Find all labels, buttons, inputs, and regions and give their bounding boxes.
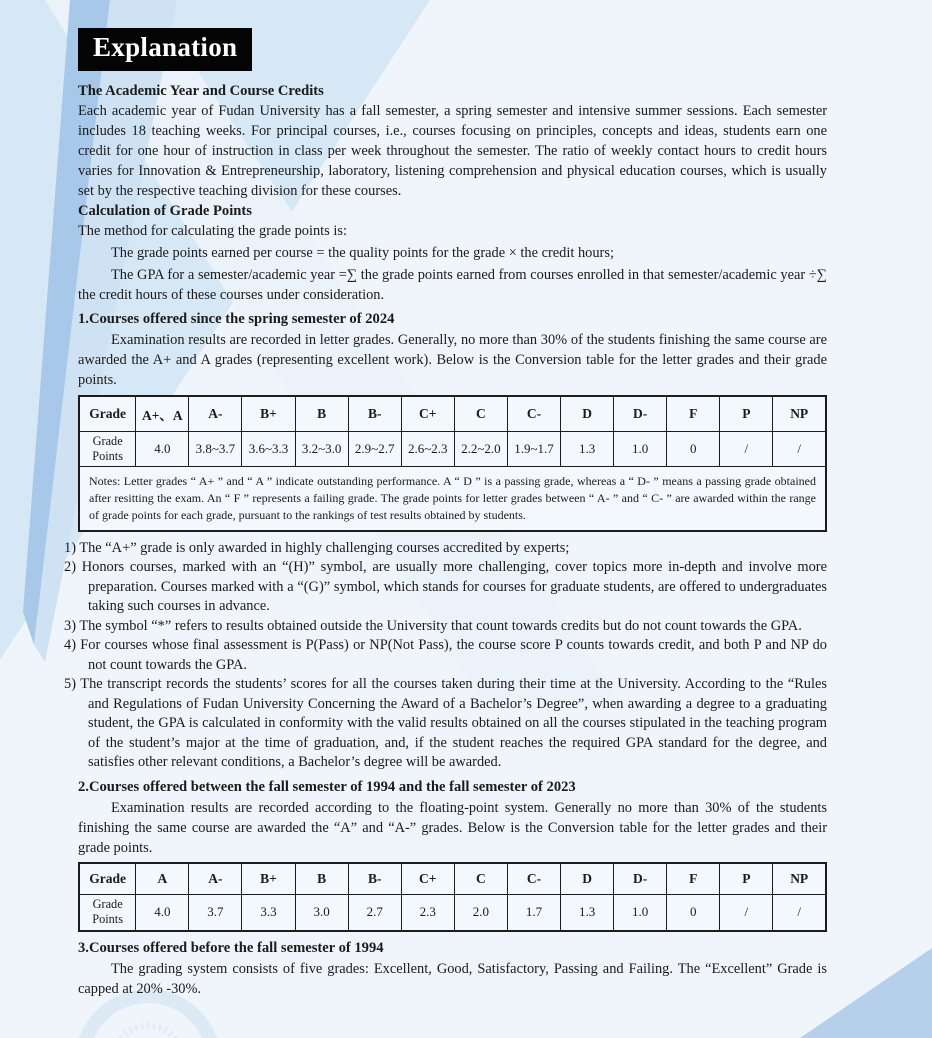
paragraph-academic-year: Each academic year of Fudan University has a fall semester, a spring semester and intensive summer sessions. Each semester includes 18 teaching weeks. For principal courses, i.e., courses focusing on principles, concepts and ideas, students earn one credit for one hour of instruction in class per week throughout the semester. The ratio of weekly contact hours to credit hours varies for Innovation & Entrepreneurship, laboratory, listening comprehension and physical education courses, which is usually set by the respective teaching division for these courses.	[78, 102, 827, 199]
points-label-cell: Grade Points	[79, 431, 136, 467]
grade-points-cell: 4.0	[136, 894, 189, 930]
grade-header-cell: D-	[614, 863, 667, 895]
grade-points-cell: 2.2~2.0	[454, 431, 507, 467]
grade-header-cell: C-	[507, 396, 560, 432]
formula-gpa: The GPA for a semester/academic year =∑ the grade points earned from courses enrolled in that semester/academic year ÷∑ the credit hours of these courses under consideration.	[78, 266, 827, 303]
grade-header-cell: NP	[773, 396, 826, 432]
grade-points-cell: /	[773, 894, 826, 930]
grade-header-cell: A-	[189, 863, 242, 895]
heading-before-1994: 3.Courses offered before the fall semester of 1994	[78, 939, 384, 956]
grade-points-cell: 4.0	[136, 431, 189, 467]
grade-header-cell: B	[295, 863, 348, 895]
heading-since-2024: 1.Courses offered since the spring semester of 2024	[78, 310, 395, 327]
list-item: 1) The “A+” grade is only awarded in highly challenging courses accredited by experts;	[64, 539, 570, 556]
grade-points-cell: 2.9~2.7	[348, 431, 401, 467]
list-item: 3) The symbol “*” refers to results obtained outside the University that count towards credits but do not count towards the GPA.	[64, 617, 802, 634]
table-points-row	[79, 431, 826, 467]
grade-points-cell: 2.0	[454, 894, 507, 930]
table-notes: Notes: Letter grades “ A+ ” and “ A ” indicate outstanding performance. A “ D ” is a passing grade, whereas a “ D- ” means a passing grade obtained after resitting the exam. An “ F ” represents a failing grade. The grade points for letter grades between “ A- ” and “ C- ” are awarded within the range of grade points for each grade, pursuant to the rankings of test results obtained by students.	[79, 467, 826, 531]
grade-points-cell: 0	[667, 431, 720, 467]
grade-points-cell: 2.3	[401, 894, 454, 930]
grade-label-cell: Grade	[79, 863, 136, 895]
grade-points-cell: 2.7	[348, 894, 401, 930]
conversion-table-2024	[78, 395, 827, 532]
grade-label-cell: Grade	[79, 396, 136, 432]
grade-points-cell: 2.6~2.3	[401, 431, 454, 467]
grade-points-cell: 1.0	[614, 431, 667, 467]
table-header-row	[79, 863, 826, 895]
grade-points-cell: 1.7	[507, 894, 560, 930]
grade-points-cell: 1.3	[561, 894, 614, 930]
page-title: Explanation	[78, 28, 252, 71]
paragraph-since-2024-intro: Examination results are recorded in letter grades. Generally, no more than 30% of the students finishing the same course are awarded the A+ and A grades (representing excellent work). Below is the Conversion table for the letter grades and their grade points.	[78, 331, 827, 388]
paragraph-before-1994: The grading system consists of five grades: Excellent, Good, Satisfactory, Passing and Failing. The “Excellent” Grade is capped at 20% -30%.	[78, 960, 827, 997]
table-header-row	[79, 396, 826, 432]
grade-points-cell: 3.2~3.0	[295, 431, 348, 467]
grade-header-cell: B+	[242, 396, 295, 432]
table-notes-row	[79, 467, 826, 531]
grade-header-cell: F	[667, 396, 720, 432]
grade-header-cell: A-	[189, 396, 242, 432]
grade-header-cell: C-	[507, 863, 560, 895]
list-item: 5) The transcript records the students’ scores for all the courses taken during their time at the University. According to the “Rules and Regulations of Fudan University Concerning the Award of a Bachelor’s Degree”, when awarding a degree to a graduating student, the GPA is calculated in conformity with the valid results obtained on all the courses stipulated in the teaching program of the student’s major at the time of graduation, and, if the student reaches the required GPA standard for the degree, and satisfies other relevant conditions, a Bachelor’s degree will be awarded.	[64, 676, 827, 771]
formula-grade-points: The grade points earned per course = the quality points for the grade × the credit hours;	[111, 244, 614, 261]
grade-header-cell: D	[561, 396, 614, 432]
grade-points-cell: 3.3	[242, 894, 295, 930]
grade-points-cell: 3.8~3.7	[189, 431, 242, 467]
list-item: 2) Honors courses, marked with an “(H)” symbol, are usually more challenging, cover topics more in-depth and involve more preparation. Courses marked with a “(G)” symbol, which stands for courses for graduate students, are offered to undergraduates taking such courses in advance.	[64, 559, 827, 615]
grade-points-cell: /	[720, 431, 773, 467]
grade-header-cell: P	[720, 396, 773, 432]
conversion-table-1994-2023	[78, 862, 827, 932]
grade-header-cell: C	[454, 396, 507, 432]
grade-header-cell: B-	[348, 396, 401, 432]
paragraph-1994-2023-intro: Examination results are recorded according to the floating-point system. Generally no more than 30% of the students finishing the same course are awarded the “A” and “A-” grades. Below is the Conversion table for the letter grades and their grade points.	[78, 799, 827, 856]
grade-header-cell: D	[561, 863, 614, 895]
paragraph-calc-intro: The method for calculating the grade points is:	[78, 222, 347, 239]
heading-1994-2023: 2.Courses offered between the fall semester of 1994 and the fall semester of 2023	[78, 778, 576, 795]
grade-points-cell: 3.0	[295, 894, 348, 930]
grade-header-cell: F	[667, 863, 720, 895]
grade-points-cell: /	[720, 894, 773, 930]
grade-header-cell: B+	[242, 863, 295, 895]
grade-points-cell: /	[773, 431, 826, 467]
notes-list	[64, 539, 827, 773]
grade-header-cell: A	[136, 863, 189, 895]
grade-points-cell: 3.6~3.3	[242, 431, 295, 467]
grade-points-cell: 1.0	[614, 894, 667, 930]
grade-header-cell: B-	[348, 863, 401, 895]
grade-points-cell: 1.9~1.7	[507, 431, 560, 467]
grade-header-cell: P	[720, 863, 773, 895]
points-label-cell: Grade Points	[79, 894, 136, 930]
grade-header-cell: D-	[614, 396, 667, 432]
grade-points-cell: 3.7	[189, 894, 242, 930]
grade-header-cell: NP	[773, 863, 826, 895]
grade-header-cell: A+、A	[136, 396, 189, 432]
list-item: 4) For courses whose final assessment is P(Pass) or NP(Not Pass), the course score P counts towards credit, and both P and NP do not count towards the GPA.	[64, 637, 827, 673]
table-points-row	[79, 894, 826, 930]
heading-academic-year: The Academic Year and Course Credits	[78, 82, 324, 99]
grade-points-cell: 0	[667, 894, 720, 930]
grade-points-cell: 1.3	[561, 431, 614, 467]
grade-header-cell: B	[295, 396, 348, 432]
grade-header-cell: C	[454, 863, 507, 895]
grade-header-cell: C+	[401, 863, 454, 895]
heading-calculation: Calculation of Grade Points	[78, 202, 252, 219]
grade-header-cell: C+	[401, 396, 454, 432]
